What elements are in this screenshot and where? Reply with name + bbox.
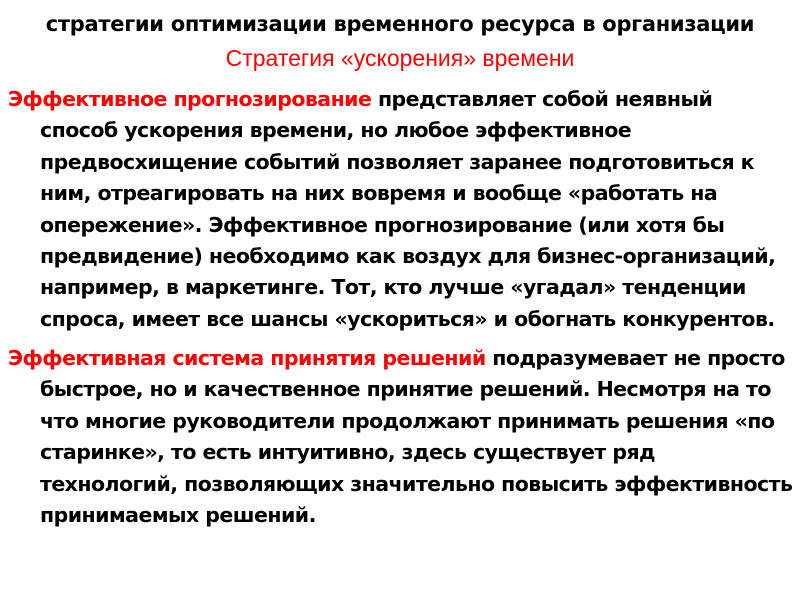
- paragraph-forecasting-text: представляет собой неявный способ ускорения времени, но любое эффективное предвосхищение событий позволяет заранее подготовиться к ним, отреагировать на них вовремя и вообще «работать на опережение». Эффективное прогнозирование (или хотя бы предвидение) необходимо как воздух для бизнес-организаций, например, в маркетинге. Тот, кто лучше «угадал» тенденции спроса, имеет все шансы «ускориться» и обогнать конкурентов.: [40, 87, 776, 331]
- paragraph-decision-system-highlight: Эффективная система принятия решений: [8, 346, 486, 370]
- paragraph-decision-system-text: подразумевает не просто быстрое, но и качественное принятие решений. Несмотря на то что многие руководители продолжают принимать решения «по старинке», то есть интуитивно, здесь существует ряд технологий, позволяющих значительно повысить эффективность принимаемых решений.: [40, 346, 793, 528]
- paragraph-forecasting-highlight: Эффективное прогнозирование: [8, 87, 372, 111]
- slide-subtitle: Стратегия «ускорения» времени: [225, 45, 575, 71]
- paragraph-forecasting: [8, 84, 793, 335]
- paragraph-decision-system: [8, 343, 793, 531]
- slide-title: стратегии оптимизации временного ресурса в организации: [45, 12, 755, 36]
